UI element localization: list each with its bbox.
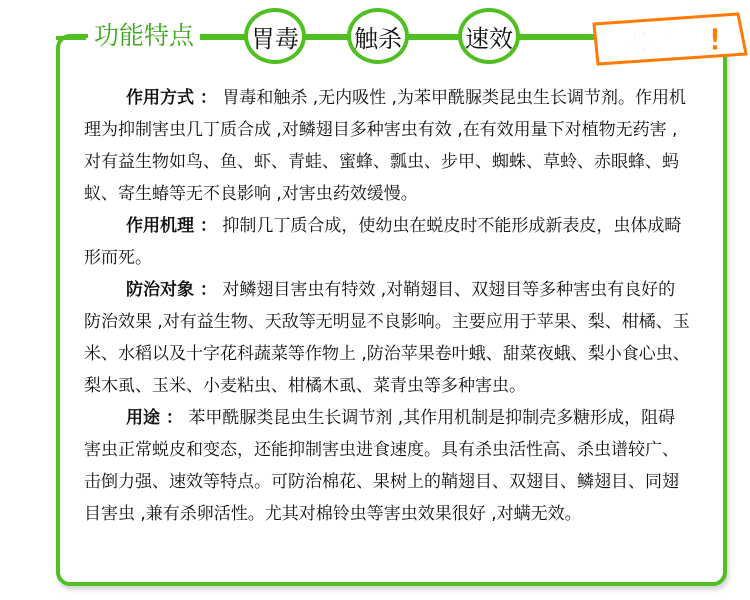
promo-sticker-graphic	[588, 10, 750, 66]
paragraph-targets	[84, 274, 690, 402]
label-targets: 防治对象 ：	[126, 280, 217, 300]
promo-sticker	[588, 10, 750, 66]
badge-stomach-poison: 胃毒	[244, 8, 306, 64]
label-mechanism: 作用机理 ：	[126, 216, 217, 236]
text-usage: 苯甲酰脲类昆虫生长调节剂 ,其作用机制是抑制壳多糖形成，阻碍害虫正常蜕皮和变态，还能抑制害虫进食速度。具有杀虫活性高、杀虫谱较广、击倒力强、速效等特点。可防治棉花、果树上的鞘翅目、双翅目、鳞翅目、同翅目害虫 ,兼有杀卵活性。尤其对棉铃虫等害虫效果很好 ,对螨无效。	[84, 408, 679, 524]
paragraph-usage	[84, 402, 690, 530]
badge-fast-acting: 速效	[458, 8, 520, 64]
text-targets: 对鳞翅目害虫有特效 ,对鞘翅目、双翅目等多种害虫有良好的防治效果 ,对有益生物、天敌等无明显不良影响。主要应用于苹果、梨、柑橘、玉米、水稻以及十字花科蔬菜等作物上 ,防治苹果卷叶蛾、甜菜夜蛾、梨小食心虫、梨木虱、玉米、小麦粘虫、柑橘木虱、菜青虫等多种害虫。	[84, 280, 690, 396]
text-mechanism: 抑制几丁质合成，使幼虫在蜕皮时不能形成新表皮，虫体成畸形而死。	[84, 216, 682, 268]
label-usage: 用途 ：	[126, 408, 183, 428]
content-text	[84, 82, 690, 530]
section-title: 功能特点	[88, 16, 200, 56]
paragraph-mode-of-action	[84, 82, 690, 210]
text-mode-of-action: 胃毒和触杀 ,无内吸性 ,为苯甲酰脲类昆虫生长调节剂。作用机理为抑制害虫几丁质合成 ,对鳞翅目多种害虫有效 ,在有效用量下对植物无药害 ,对有益生物如鸟、鱼、虾、青蛙、蜜蜂、瓢虫、步甲、蜘蛛、草蛉、赤眼蜂、蚂蚁、寄生蝽等无不良影响 ,对害虫药效缓慢。	[84, 88, 686, 204]
label-mode-of-action: 作用方式 ：	[126, 88, 217, 108]
promo-text: 卖疯了!	[618, 23, 722, 58]
paragraph-mechanism	[84, 210, 690, 274]
header-line-left	[56, 36, 86, 40]
badge-contact-kill: 触杀	[347, 8, 409, 64]
